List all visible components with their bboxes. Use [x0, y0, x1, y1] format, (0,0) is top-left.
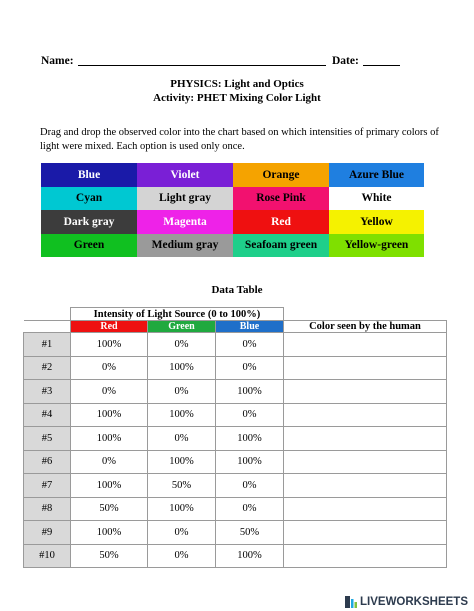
column-header-red: Red — [71, 321, 148, 333]
date-label: Date: — [332, 55, 359, 67]
table-row — [24, 474, 447, 498]
color-option-dark-gray[interactable]: Dark gray — [41, 210, 137, 234]
color-drop-zone[interactable] — [284, 380, 447, 404]
blue-intensity: 100% — [216, 380, 284, 404]
table-row — [24, 356, 447, 380]
color-option-magenta[interactable]: Magenta — [137, 210, 233, 234]
color-option-cyan[interactable]: Cyan — [41, 187, 137, 211]
row-id: #1 — [24, 333, 71, 357]
table-row — [24, 450, 447, 474]
color-option-green[interactable]: Green — [41, 234, 137, 258]
date-field[interactable] — [363, 65, 400, 66]
row-id: #3 — [24, 380, 71, 404]
color-option-blue[interactable]: Blue — [41, 163, 137, 187]
row-id: #7 — [24, 474, 71, 498]
name-label: Name: — [41, 55, 74, 67]
green-intensity: 100% — [148, 356, 216, 380]
color-option-orange[interactable]: Orange — [233, 163, 329, 187]
data-table — [23, 307, 447, 568]
red-intensity: 100% — [71, 474, 148, 498]
liveworksheets-brand — [345, 596, 468, 608]
blue-intensity: 100% — [216, 427, 284, 451]
column-header-result: Color seen by the human — [284, 321, 447, 333]
color-option-rose-pink[interactable]: Rose Pink — [233, 187, 329, 211]
green-intensity: 0% — [148, 333, 216, 357]
color-drop-zone[interactable] — [284, 474, 447, 498]
intensity-header: Intensity of Light Source (0 to 100%) — [71, 308, 284, 321]
blue-intensity: 0% — [216, 474, 284, 498]
red-intensity: 100% — [71, 521, 148, 545]
color-option-yellow[interactable]: Yellow — [329, 210, 424, 234]
row-id: #10 — [24, 544, 71, 568]
row-id: #8 — [24, 497, 71, 521]
color-option-seafoam-green[interactable]: Seafoam green — [233, 234, 329, 258]
table-corner-2 — [24, 321, 71, 333]
row-id: #2 — [24, 356, 71, 380]
data-table-title: Data Table — [211, 284, 263, 296]
row-id: #9 — [24, 521, 71, 545]
color-option-azure-blue[interactable]: Azure Blue — [329, 163, 424, 187]
color-option-white[interactable]: White — [329, 187, 424, 211]
table-corner-right — [284, 308, 447, 321]
color-drop-zone[interactable] — [284, 521, 447, 545]
green-intensity: 100% — [148, 497, 216, 521]
red-intensity: 100% — [71, 427, 148, 451]
color-drop-zone[interactable] — [284, 544, 447, 568]
title-line-1: PHYSICS: Light and Optics — [170, 78, 304, 90]
blue-intensity: 50% — [216, 521, 284, 545]
green-intensity: 0% — [148, 521, 216, 545]
green-intensity: 0% — [148, 427, 216, 451]
red-intensity: 100% — [71, 403, 148, 427]
color-option-medium-gray[interactable]: Medium gray — [137, 234, 233, 258]
color-option-violet[interactable]: Violet — [137, 163, 233, 187]
green-intensity: 100% — [148, 450, 216, 474]
red-intensity: 0% — [71, 450, 148, 474]
color-drop-zone[interactable] — [284, 427, 447, 451]
red-intensity: 0% — [71, 380, 148, 404]
color-options-grid — [41, 163, 424, 257]
red-intensity: 50% — [71, 544, 148, 568]
blue-intensity: 0% — [216, 497, 284, 521]
table-row — [24, 521, 447, 545]
blue-intensity: 0% — [216, 356, 284, 380]
green-intensity: 0% — [148, 544, 216, 568]
table-row — [24, 333, 447, 357]
table-row — [24, 497, 447, 521]
instructions: Drag and drop the observed color into the chart based on which intensities of primary colors of light were mixed. Each option is used only once. — [40, 127, 439, 152]
table-row — [24, 544, 447, 568]
table-row — [24, 427, 447, 451]
color-drop-zone[interactable] — [284, 333, 447, 357]
color-drop-zone[interactable] — [284, 450, 447, 474]
blue-intensity: 0% — [216, 333, 284, 357]
color-option-yellow-green[interactable]: Yellow-green — [329, 234, 424, 258]
green-intensity: 100% — [148, 403, 216, 427]
green-intensity: 50% — [148, 474, 216, 498]
green-intensity: 0% — [148, 380, 216, 404]
red-intensity: 0% — [71, 356, 148, 380]
table-row — [24, 403, 447, 427]
row-id: #4 — [24, 403, 71, 427]
color-drop-zone[interactable] — [284, 403, 447, 427]
brand-text: LIVEWORKSHEETS — [360, 596, 468, 608]
color-option-light-gray[interactable]: Light gray — [137, 187, 233, 211]
row-id: #5 — [24, 427, 71, 451]
column-header-blue: Blue — [216, 321, 284, 333]
red-intensity: 100% — [71, 333, 148, 357]
table-corner — [24, 308, 71, 321]
column-header-green: Green — [148, 321, 216, 333]
color-drop-zone[interactable] — [284, 497, 447, 521]
blue-intensity: 0% — [216, 403, 284, 427]
row-id: #6 — [24, 450, 71, 474]
name-field[interactable] — [78, 65, 326, 66]
liveworksheets-logo-icon — [345, 596, 357, 608]
red-intensity: 50% — [71, 497, 148, 521]
title-line-2: Activity: PHET Mixing Color Light — [153, 92, 321, 104]
color-drop-zone[interactable] — [284, 356, 447, 380]
table-row — [24, 380, 447, 404]
blue-intensity: 100% — [216, 544, 284, 568]
blue-intensity: 100% — [216, 450, 284, 474]
color-option-red[interactable]: Red — [233, 210, 329, 234]
